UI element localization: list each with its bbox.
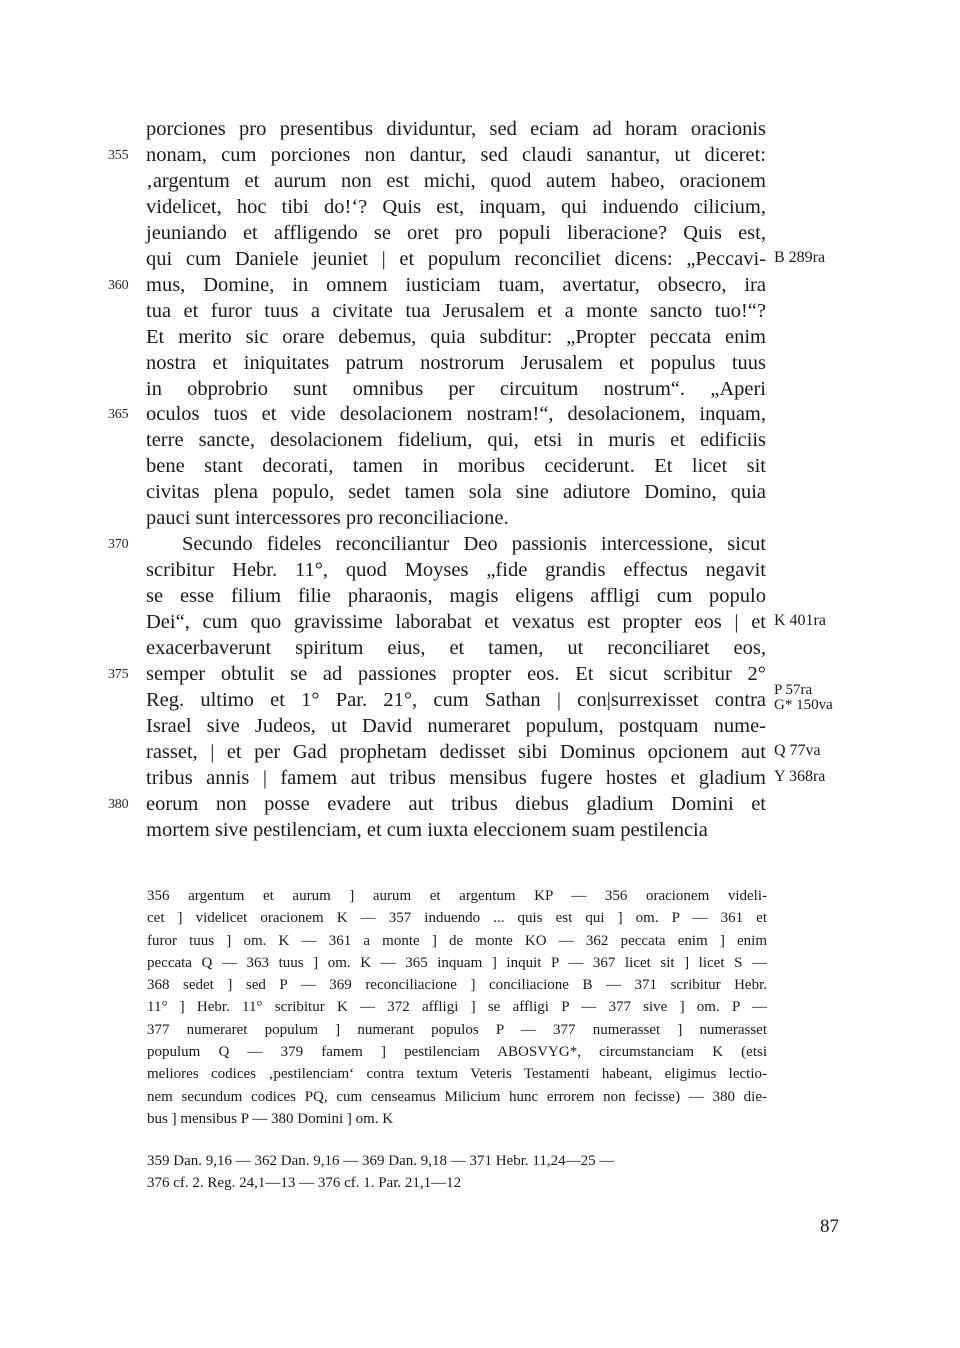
folio-reference: K 401ra: [774, 612, 826, 630]
line-text: tribus annis | famem aut tribus mensibus fugere hostes et gladium: [146, 766, 766, 789]
apparatus-line: peccata Q — 363 tuus ] om. K — 365 inquam ] inquit P — 367 licet sit ] licet S —: [147, 954, 767, 971]
line-text: semper obtulit se ad passiones propter eos. Et sicut scribitur 2°: [146, 662, 766, 685]
line-text: eorum non posse evadere aut tribus diebus gladium Domini et: [146, 792, 766, 815]
line-text: mus, Domine, in omnem iusticiam tuam, avertatur, obsecro, ira: [146, 273, 766, 296]
text-line: [0, 765, 960, 791]
line-text: Dei“, cum quo gravissime laborabat et vexatus est propter eos | et: [146, 611, 766, 634]
folio-reference: Y 368ra: [774, 767, 826, 785]
apparatus-line: meliores codices ‚pestilenciam‘ contra textum Veteris Testamenti habeant, eligimus lectio-: [147, 1066, 767, 1083]
apparatus-line: 368 sedet ] sed P — 369 reconciliacione ] conciliacione B — 371 scribitur Hebr.: [147, 977, 767, 994]
line-text: Et merito sic orare debemus, quia subditur: „Propter peccata enim: [146, 325, 766, 348]
line-text: rasset, | et per Gad prophetam dedisset sibi Dominus opcionem aut: [146, 740, 766, 763]
source-references: [147, 1150, 767, 1194]
line-number: 365: [108, 407, 129, 423]
text-line: [0, 531, 960, 557]
line-text: oculos tuos et vide desolacionem nostram!“, desolacionem, inquam,: [146, 403, 766, 426]
folio-reference-item: G* 150va: [774, 696, 833, 713]
apparatus-line: populum Q — 379 famem ] pestilenciam ABOSVYG*, circumstanciam K (etsi: [147, 1044, 767, 1061]
line-text: exacerbaverunt spiritum eius, et tamen, ut reconciliaret eos,: [146, 637, 766, 659]
apparatus-line: 356 argentum et aurum ] aurum et argentum KP — 356 oracionem videli-: [147, 888, 767, 904]
text-line: [0, 350, 960, 376]
text-line: [0, 298, 960, 324]
text-line: [0, 479, 960, 505]
line-text: mortem sive pestilenciam, et cum iuxta eleccionem suam pestilencia: [146, 818, 708, 841]
page-number: 87: [820, 1216, 839, 1237]
line-text: se esse filium filie pharaonis, magis eligens affligi cum populo: [146, 585, 766, 608]
line-text: nostra et iniquitates patrum nostrorum Jerusalem et populus tuus: [146, 351, 766, 374]
line-number: 370: [108, 537, 129, 553]
line-text: scribitur Hebr. 11°, quod Moyses „fide grandis effectus negavit: [146, 559, 766, 582]
text-line: [0, 635, 960, 661]
folio-reference: B 289ra: [774, 248, 826, 266]
text-line: [0, 401, 960, 427]
line-text: terre sancte, desolacionem fidelium, qui, etsi in muris et edificiis: [146, 429, 766, 452]
source-line: 359 Dan. 9,16 — 362 Dan. 9,16 — 369 Dan. 9,18 — 371 Hebr. 11,24—25 —: [147, 1153, 615, 1169]
text-line: [0, 453, 960, 479]
line-text: qui cum Daniele jeuniet | et populum reconciliet dicens: „Peccavi-: [146, 247, 766, 270]
apparatus-line: furor tuus ] om. K — 361 a monte ] de monte KO — 362 peccata enim ] enim: [147, 932, 767, 949]
line-text: Israel sive Judeos, ut David numeraret populum, postquam nume-: [146, 714, 766, 737]
text-line: [0, 324, 960, 350]
line-number: 360: [108, 277, 129, 293]
line-text: porciones pro presentibus dividuntur, sed eciam ad horam oracionis: [146, 118, 766, 140]
line-text: videlicet, hoc tibi do!‘? Quis est, inquam, qui induendo cilicium,: [146, 195, 766, 218]
line-text: Secundo fideles reconciliantur Deo passionis intercessione, sicut: [182, 533, 766, 556]
line-text: in obprobrio sunt omnibus per circuitum nostrum“. „Aperi: [146, 377, 766, 400]
apparatus-line: 11° ] Hebr. 11° scribitur K — 372 affligi ] se affligi P — 377 sive ] om. P —: [147, 999, 767, 1016]
line-number: 380: [108, 796, 129, 812]
text-line: [0, 376, 960, 402]
apparatus-line: bus ] mensibus P — 380 Domini ] om. K: [147, 1110, 394, 1127]
line-text: Reg. ultimo et 1° Par. 21°, cum Sathan | con|surrexisset contra: [146, 688, 766, 711]
text-line: [0, 713, 960, 739]
source-line: 376 cf. 2. Reg. 24,1—13 — 376 cf. 1. Par. 21,1—12: [147, 1175, 462, 1191]
text-line: [0, 681, 960, 713]
text-line: [0, 427, 960, 453]
line-text: pauci sunt intercessores pro reconciliacione.: [146, 507, 509, 530]
line-number: 355: [108, 147, 129, 163]
folio-reference-item: P 57ra: [774, 681, 813, 698]
line-text: tua et furor tuus a civitate tua Jerusalem et a monte sancto tuo!“?: [146, 299, 766, 322]
text-line: [0, 194, 960, 220]
text-line: [0, 142, 960, 168]
line-text: civitas plena populo, sedet tamen sola sine adiutore Domino, quia: [146, 481, 766, 504]
line-text: nonam, cum porciones non dantur, sed claudi sanantur, ut diceret:: [146, 143, 766, 166]
folio-reference: Q 77va: [774, 741, 821, 759]
folio-reference: [774, 683, 833, 713]
text-line: [0, 609, 960, 635]
text-line: [0, 116, 960, 142]
text-line: [0, 272, 960, 298]
critical-apparatus: [147, 885, 767, 1130]
line-text: jeuniando et affligendo se oret pro populi liberacione? Quis est,: [146, 221, 766, 244]
text-line: [0, 557, 960, 583]
line-number: 375: [108, 666, 129, 682]
text-line: [0, 791, 960, 817]
text-line: [0, 220, 960, 246]
line-text: bene stant decorati, tamen in moribus ceciderunt. Et licet sit: [146, 455, 766, 478]
text-line: [0, 739, 960, 765]
apparatus-line: 377 numeraret populum ] numerant populos P — 377 numerasset ] numerasset: [147, 1021, 767, 1038]
text-line: [0, 168, 960, 194]
text-line: [0, 817, 960, 843]
text-line: [0, 246, 960, 272]
text-line: [0, 583, 960, 609]
text-line: [0, 505, 960, 531]
line-text: ‚argentum et aurum non est michi, quod autem habeo, oracionem: [146, 169, 766, 192]
apparatus-line: cet ] videlicet oracionem K — 357 induendo ... quis est qui ] om. P — 361 et: [147, 910, 767, 927]
apparatus-line: nem secundum codices PQ, cum censeamus Milicium hunc errorem non fecisse) — 380 die-: [147, 1088, 767, 1105]
